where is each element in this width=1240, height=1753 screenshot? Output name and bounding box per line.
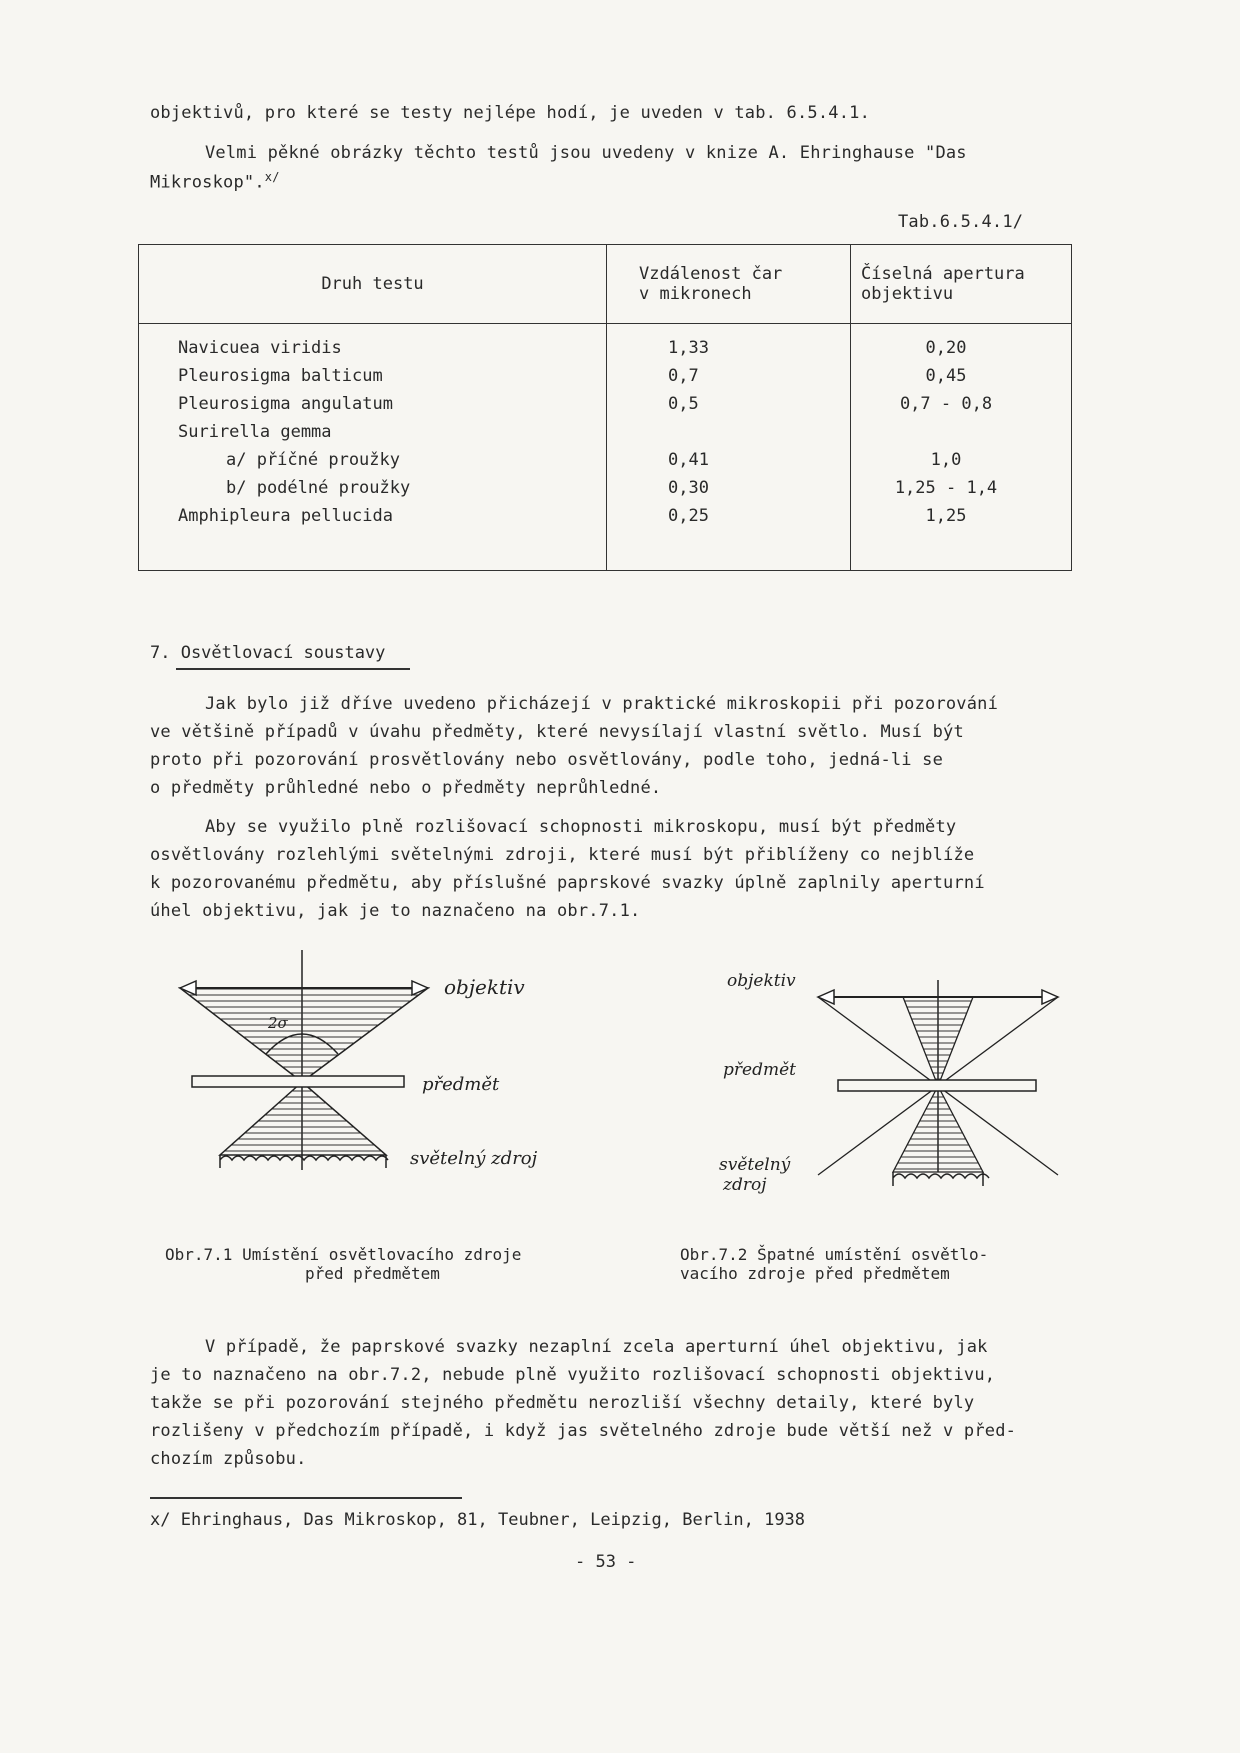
- table-label: Tab.6.5.4.1/: [898, 212, 1024, 232]
- table-cell-aperture: 0,7 - 0,8: [899, 394, 993, 414]
- header-apertura-line-1: Číselná apertura: [861, 264, 1025, 284]
- table-cell-name: Amphipleura pellucida: [178, 506, 393, 526]
- para2-line: osvětlovány rozlehlými světelnými zdroji, které musí být přiblíženy co nejblíže: [150, 845, 975, 865]
- arrow-right: [1042, 990, 1058, 1004]
- header-vzdalenost-line-2: v mikronech: [639, 284, 752, 304]
- para3-line: V případě, že paprskové svazky nezaplní zcela aperturní úhel objektivu, jak: [205, 1337, 988, 1357]
- table-cell-name: Pleurosigma balticum: [178, 366, 383, 386]
- caption-line: před předmětem: [305, 1264, 440, 1283]
- header-vzdalenost: [607, 245, 851, 324]
- footnote: x/ Ehringhaus, Das Mikroskop, 81, Teubner, Leipzig, Berlin, 1938: [150, 1510, 806, 1530]
- table-cell-distance: 0,41: [668, 450, 709, 470]
- table-cell-distance: 1,33: [668, 338, 709, 358]
- light-cone-upper: [180, 988, 428, 1082]
- light-source-coil: [220, 1155, 388, 1168]
- column-apertures: [851, 324, 1072, 571]
- figure-7-1-caption: [165, 1245, 521, 1283]
- label-predmet: předmět: [723, 1060, 796, 1080]
- table-cell-distance: 0,5: [668, 394, 699, 414]
- table-cell-distance: 0,25: [668, 506, 709, 526]
- caption-line: vacího zdroje před předmětem: [680, 1264, 950, 1283]
- label-objektiv: objektiv: [444, 975, 525, 999]
- table-cell-name: Pleurosigma angulatum: [178, 394, 393, 414]
- column-distances: [607, 324, 851, 571]
- heading-underline: [176, 668, 410, 670]
- predmet-slide: [192, 1076, 404, 1087]
- predmet-slide: [838, 1080, 1036, 1091]
- arrow-left: [818, 990, 834, 1004]
- table-cell-name: Surirella gemma: [178, 422, 332, 442]
- column-test-names: [139, 324, 607, 571]
- para1-line: o předměty průhledné nebo o předměty neprůhledné.: [150, 778, 662, 798]
- table-header-row: [139, 245, 1072, 324]
- test-table: [138, 244, 1072, 571]
- table-cell-aperture: 1,25: [925, 506, 967, 526]
- light-cone-lower: [220, 1082, 386, 1155]
- table-cell-aperture: 1,25 - 1,4: [894, 478, 998, 498]
- para1-line: proto při pozorování prosvětlovány nebo osvětlovány, podle toho, jedná-li se: [150, 750, 944, 770]
- footnote-marker: x/: [264, 170, 280, 184]
- intro-line-3-text: Mikroskop".: [150, 172, 265, 193]
- section-heading: 7. Osvětlovací soustavy: [150, 643, 386, 663]
- intro-line-1: objektivů, pro které se testy nejlépe hodí, je uveden v tab. 6.5.4.1.: [150, 103, 871, 123]
- label-zdroj-line-2: zdroj: [723, 1175, 767, 1195]
- table-cell-distance: 0,7: [668, 366, 699, 386]
- table-cell-aperture: 0,45: [925, 366, 967, 386]
- label-zdroj: světelný zdroj: [410, 1148, 538, 1169]
- para2-line: úhel objektivu, jak je to naznačeno na obr.7.1.: [150, 901, 641, 921]
- caption-line: Obr.7.1 Umístění osvětlovacího zdroje: [165, 1245, 522, 1264]
- caption-line: Obr.7.2 Špatné umístění osvětlo-: [680, 1245, 989, 1264]
- footnote-rule: [150, 1497, 462, 1499]
- light-source-coil: [893, 1172, 989, 1186]
- table-cell-name: a/ příčné proužky: [226, 450, 400, 470]
- para1-line: Jak bylo již dříve uvedeno přicházejí v praktické mikroskopii při pozorování: [205, 694, 999, 714]
- narrow-cone-upper: [903, 997, 973, 1086]
- figure-7-2-caption: [680, 1245, 988, 1283]
- figure-7-2: [715, 950, 1075, 1220]
- narrow-cone-lower: [893, 1086, 983, 1172]
- para3-line: je to naznačeno na obr.7.2, nebude plně využito rozlišovací schopnosti objektivu,: [150, 1365, 996, 1385]
- para2-line: Aby se využilo plně rozlišovací schopnosti mikroskopu, musí být předměty: [205, 817, 957, 837]
- table-cell-aperture: 0,20: [925, 338, 967, 358]
- table-cell-name: b/ podélné proužky: [226, 478, 411, 498]
- para3-line: rozlišeny v předchozím případě, i když jas světelného zdroje bude větší než v před-: [150, 1421, 1017, 1441]
- para3-line: takže se při pozorování stejného předmětu nerozliší všechny detaily, které byly: [150, 1393, 975, 1413]
- label-zdroj-line-1: světelný: [719, 1155, 791, 1175]
- table-body-row: [139, 324, 1072, 571]
- page-number: - 53 -: [575, 1552, 637, 1572]
- table-cell-aperture: [852, 418, 1070, 446]
- header-apertura-line-2: objektivu: [861, 284, 954, 304]
- para3-line: chozím způsobu.: [150, 1449, 307, 1469]
- header-vzdalenost-line-1: Vzdálenost čar: [639, 264, 783, 284]
- label-predmet: předmět: [422, 1074, 500, 1095]
- header-apertura: [851, 245, 1072, 324]
- table-cell-aperture: 1,0: [930, 450, 962, 470]
- label-objektiv: objektiv: [727, 971, 796, 991]
- intro-line-2: Velmi pěkné obrázky těchto testů jsou uvedeny v knize A. Ehringhause "Das: [205, 143, 967, 163]
- para1-line: ve většině případů v úvahu předměty, které nevysílají vlastní světlo. Musí být: [150, 722, 964, 742]
- figure-7-1: [160, 950, 580, 1190]
- para2-line: k pozorovanému předmětu, aby příslušné paprskové svazky úplně zaplnily aperturní: [150, 873, 985, 893]
- table-cell-distance: 0,30: [668, 478, 709, 498]
- table-cell-name: Navicuea viridis: [178, 338, 342, 358]
- table-cell-distance: [608, 418, 849, 446]
- angle-label: 2σ: [268, 1014, 288, 1032]
- header-druh-testu: Druh testu: [139, 245, 607, 324]
- intro-line-3: [150, 170, 280, 193]
